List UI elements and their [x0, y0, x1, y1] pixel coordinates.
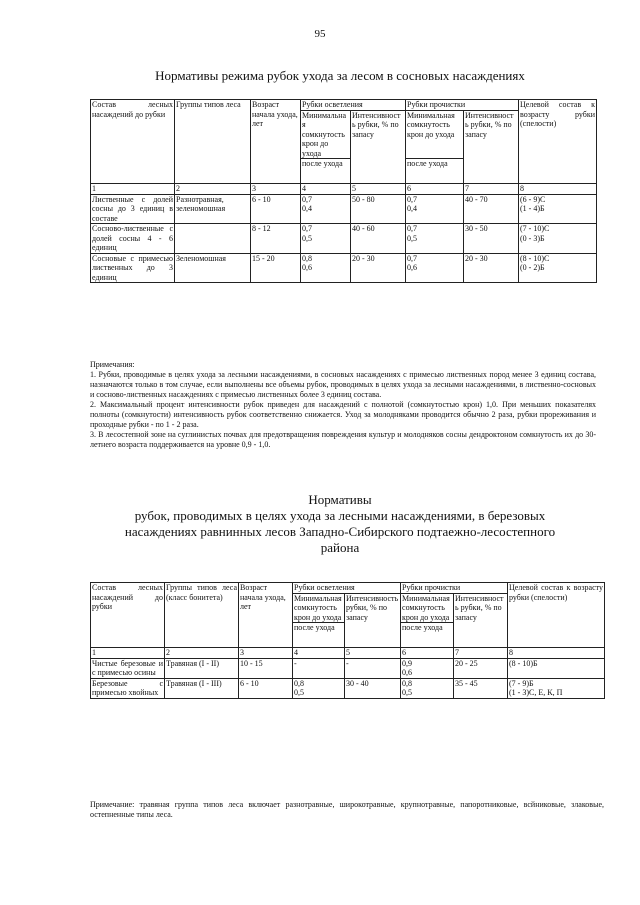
cell-cleaning-intensity: 40 - 70: [464, 194, 519, 224]
cell-thinning-intensity: 30 - 40: [345, 678, 401, 698]
density-after: 0,6: [302, 263, 312, 272]
section2-note: [90, 800, 604, 820]
pine-care-table: [90, 99, 597, 283]
column-number: 6: [401, 648, 454, 659]
table-row: [91, 224, 597, 254]
target-secondary: (0 - 3)Б: [520, 233, 545, 243]
cell-target: [519, 194, 597, 224]
target-main: (7 - 9)Б: [509, 678, 534, 688]
density-after: 0,5: [402, 688, 413, 697]
cell-age: 15 - 20: [251, 253, 301, 283]
density-after: 0,6: [407, 263, 418, 272]
section2-title-line: рубок, проводимых в целях ухода за лесными насаждениями, в березовых: [134, 508, 546, 523]
cell-cleaning-density: [406, 194, 464, 224]
column-number: 3: [239, 648, 293, 659]
cell-composition: Сосновые с примесью лиственных до 3 единиц: [92, 253, 173, 282]
density-before: 0,9: [402, 658, 413, 668]
column-number: 2: [165, 648, 239, 659]
cell-thinning-density: [301, 194, 351, 224]
column-number: 1: [91, 648, 165, 659]
cell-cleaning-density: [401, 658, 454, 678]
column-number: 3: [251, 184, 301, 195]
header-composition: Состав лесных насаждений до рубки: [91, 100, 175, 184]
cell-thinning-intensity: 50 - 80: [351, 194, 406, 224]
cell-cleaning-intensity: 35 - 45: [454, 678, 508, 698]
cell-forest-type: Зеленомошная: [175, 253, 251, 283]
cell-thinning-intensity: -: [345, 658, 401, 678]
column-number: 6: [406, 184, 464, 195]
target-secondary: (1 - 4)Б: [520, 204, 545, 213]
section2-title-line: насаждениях равнинных лесов Западно-Сибирского подтаежно-лесостепного: [124, 524, 556, 539]
header-forest-types: Группы типов леса: [175, 100, 251, 184]
density-after: 0,4: [302, 204, 312, 213]
header-after-care: после ухода: [401, 623, 454, 648]
note-item: 3. В лесостепной зоне на суглинистых почвах для предотвращения повреждения культур и молодняков сосны дендроктоном сомкнутость их до 30-летнего возраста поддерживается на уровне 0,9 - 1,0.: [90, 430, 596, 449]
column-number: 1: [91, 184, 175, 195]
section2-title-line: района: [320, 540, 360, 555]
note-item: 2. Максимальный процент интенсивности рубок приведен для насаждений с полнотой (сомкнутостью крон) 1,0. При меньших показателях полноты (сомкнутости) интенсивность рубок соответственно снижается. Уход за молодняками проводится обычно 2 раза, рубки прореживания и проходные рубки - по 1 - 2 раза.: [90, 400, 596, 429]
cell-composition: Лиственные с долей сосны до 3 единиц в составе: [92, 194, 173, 223]
cell-composition: Сосново-лиственные с долей сосны 4 - 6 единиц: [92, 224, 173, 252]
density-before: 0,7: [407, 253, 418, 263]
cell-thinning-intensity: 20 - 30: [351, 253, 406, 283]
cell-cleaning-density: [406, 224, 464, 254]
column-number: 5: [351, 184, 406, 195]
cell-composition: Чистые березовые и с примесью осины: [92, 658, 163, 677]
page-number: 95: [314, 28, 326, 40]
density-before: 0,7: [407, 194, 418, 204]
section1-notes: [90, 360, 596, 450]
header-intensity: Интенсивность рубки, % по запасу: [464, 110, 519, 184]
density-before: 0,7: [302, 224, 312, 233]
density-after: 0,5: [294, 688, 304, 697]
density-after: 0,6: [402, 668, 413, 677]
header-age: Возраст начала ухода, лет: [251, 100, 301, 184]
table-header-row: [91, 100, 597, 111]
column-number: 4: [293, 648, 345, 659]
density-before: 0,7: [407, 224, 418, 233]
cell-cleaning-density: [401, 678, 454, 698]
cell-thinning-density: [301, 224, 351, 254]
cell-cleaning-intensity: 20 - 30: [464, 253, 519, 283]
header-intensity: Интенсивность рубки, % по запасу: [351, 110, 406, 184]
note-item: 1. Рубки, проводимые в целях ухода за лесными насаждениями, в сосновых насаждениях с примесью лиственных пород менее 3 единиц состава, назначаются только в том случае, если выполнены все объемы рубок, проводимых в целях ухода за лесными насаждениями, в лиственно-сосновых и сосново-лиственных насаждениях с примесью лиственных более 3 единиц состава.: [90, 370, 596, 399]
column-number: 8: [519, 184, 597, 195]
density-before: 0,8: [302, 253, 312, 263]
table-row: [91, 658, 605, 678]
cell-age: 8 - 12: [251, 224, 301, 254]
header-thinning: Рубки осветления: [301, 100, 406, 111]
section2-title-line: Нормативы: [308, 492, 372, 507]
cell-cleaning-density: [406, 253, 464, 283]
density-before: -: [294, 658, 297, 668]
header-after-care: после ухода: [406, 159, 464, 184]
section1-title: Нормативы режима рубок ухода за лесом в сосновых насаждениях: [155, 68, 525, 83]
column-number: 4: [301, 184, 351, 195]
column-number: 8: [508, 648, 605, 659]
cell-target: [519, 224, 597, 254]
density-before: 0,7: [302, 194, 312, 204]
target-main: (8 - 10)С: [520, 253, 550, 263]
cell-target: [519, 253, 597, 283]
table-number-row: [91, 184, 597, 195]
cell-thinning-density: [301, 253, 351, 283]
birch-care-table: [90, 582, 605, 699]
cell-composition: Березовые с примесью хвойных: [92, 678, 163, 697]
column-number: 5: [345, 648, 401, 659]
cell-target: [508, 678, 605, 698]
table-number-row: [91, 648, 605, 659]
cell-thinning-density: [293, 658, 345, 678]
cell-age: 6 - 10: [239, 678, 293, 698]
header-min-density: Минимальная сомкнутость крон до ухода: [293, 593, 345, 623]
header-age: Возраст начала ухода, лет: [239, 583, 293, 648]
header-intensity: Интенсивность рубки, % по запасу: [454, 593, 508, 648]
cell-thinning-intensity: 40 - 60: [351, 224, 406, 254]
cell-age: 10 - 15: [239, 658, 293, 678]
cell-forest-type: Травяная (I - III): [165, 678, 239, 698]
density-after: 0,5: [302, 233, 312, 243]
header-intensity: Интенсивность рубки, % по запасу: [345, 593, 401, 648]
table-row: [91, 678, 605, 698]
header-cleaning: Рубки прочистки: [401, 583, 508, 594]
column-number: 7: [454, 648, 508, 659]
cell-age: 6 - 10: [251, 194, 301, 224]
cell-cleaning-intensity: 20 - 25: [454, 658, 508, 678]
header-after-care: после ухода: [301, 159, 351, 184]
header-min-density: Минимальная сомкнутость крон до ухода: [401, 593, 454, 623]
table-row: [91, 194, 597, 224]
header-cleaning: Рубки прочистки: [406, 100, 519, 111]
column-number: 7: [464, 184, 519, 195]
header-composition: Состав лесных насаждений до рубки: [91, 583, 165, 648]
header-forest-types: Группы типов леса (класс бонитета): [165, 583, 239, 648]
cell-forest-type: Травяная (I - II): [165, 658, 239, 678]
note-item: Примечание: травяная группа типов леса включает разнотравные, широкотравные, крупнотравные, папоротниковые, всйниковые, злаковые, остепненные типы леса.: [90, 800, 604, 819]
header-thinning: Рубки осветления: [293, 583, 401, 594]
target-secondary: (1 - 3)С, Е, К, П: [509, 688, 563, 697]
notes-label: Примечания:: [90, 360, 135, 369]
target-main: (8 - 10)Б: [509, 658, 538, 668]
cell-forest-type: Разнотравная, зеленомошная: [175, 194, 251, 224]
table-row: [91, 253, 597, 283]
density-after: 0,5: [407, 233, 418, 243]
cell-forest-type: [175, 224, 251, 254]
header-target: Целевой состав к возрасту рубки (спелости): [508, 583, 605, 648]
density-before: 0,8: [402, 678, 413, 688]
section2-title: [70, 492, 610, 556]
cell-cleaning-intensity: 30 - 50: [464, 224, 519, 254]
density-after: 0,4: [407, 204, 418, 213]
target-main: (6 - 9)С: [520, 194, 546, 204]
header-min-density: Минимальная сомкнутость крон до ухода: [406, 110, 464, 159]
header-min-density: Минимальная сомкнутость крон до ухода: [301, 110, 351, 159]
target-secondary: (0 - 2)Б: [520, 263, 545, 272]
header-after-care: после ухода: [293, 623, 345, 648]
cell-target: [508, 658, 605, 678]
column-number: 2: [175, 184, 251, 195]
cell-thinning-density: [293, 678, 345, 698]
header-target: Целевой состав к возрасту рубки (спелости): [519, 100, 597, 184]
target-main: (7 - 10)С: [520, 224, 550, 233]
table-header-row: [91, 583, 605, 594]
density-before: 0,8: [294, 678, 304, 688]
